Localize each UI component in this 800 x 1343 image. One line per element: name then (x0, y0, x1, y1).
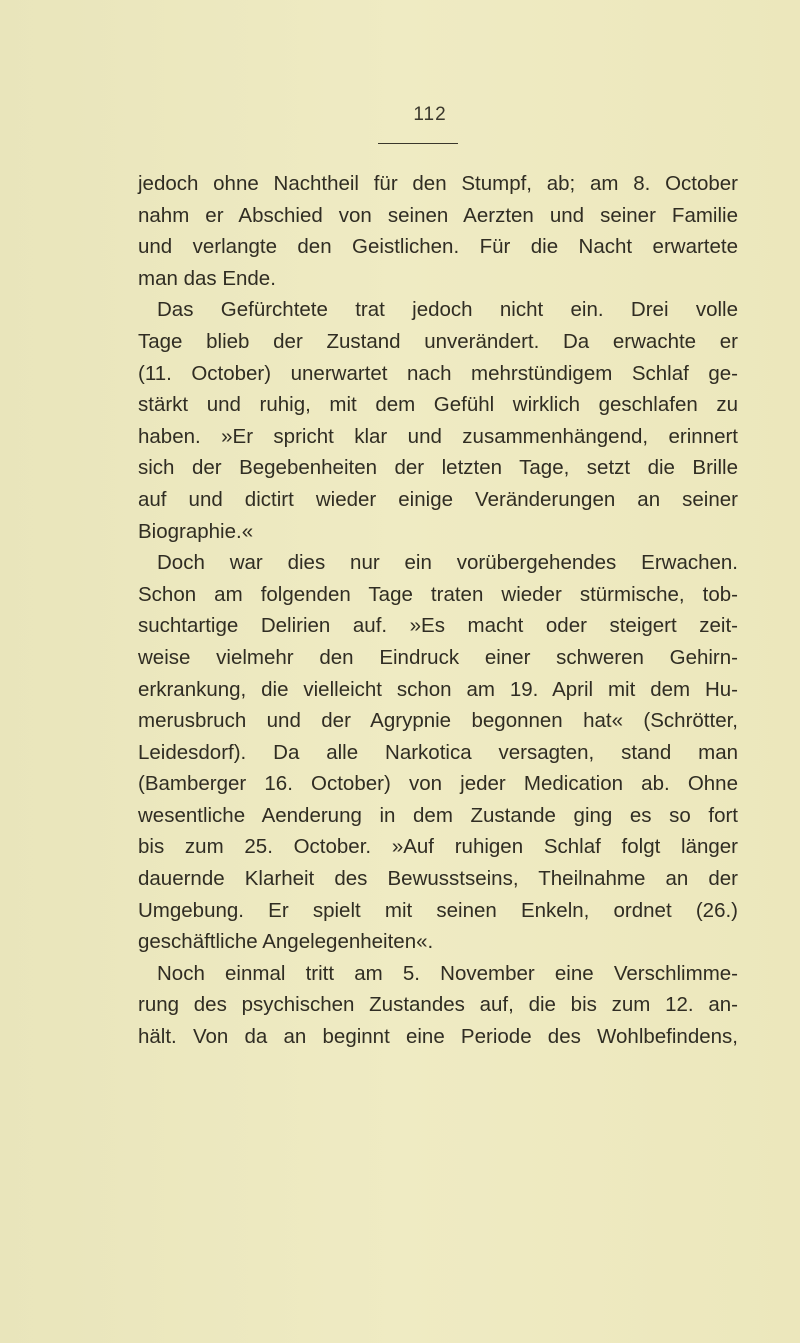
text-line: man das Ende. (138, 266, 276, 290)
text-line: weise vielmehr den Eindruck einer schweren Gehirn- (138, 645, 738, 669)
text-line: sich der Begebenheiten der letzten Tage, setzt die Brille (138, 456, 738, 480)
body-text (138, 168, 738, 1053)
page-number: 112 (413, 104, 447, 125)
text-line: rung des psychischen Zustandes auf, die bis zum 12. an- (138, 993, 738, 1017)
text-line: wesentliche Aenderung in dem Zustande ging es so fort (138, 803, 738, 827)
text-line: nahm er Abschied von seinen Aerzten und seiner Familie (138, 203, 738, 227)
text-line: Biographie.« (138, 519, 254, 543)
text-line: bis zum 25. October. »Auf ruhigen Schlaf folgt länger (138, 835, 738, 859)
text-line: auf und dictirt wieder einige Veränderungen an seiner (138, 487, 738, 511)
text-line: Das Gefürchtete trat jedoch nicht ein. Drei volle (157, 298, 738, 322)
text-line: stärkt und ruhig, mit dem Gefühl wirklich geschlafen zu (138, 393, 738, 417)
text-line: geschäftliche Angelegenheiten«. (138, 930, 434, 954)
text-line: (11. October) unerwartet nach mehrstündigem Schlaf ge- (138, 361, 738, 385)
text-line: merusbruch und der Agrypnie begonnen hat« (Schrötter, (138, 709, 738, 733)
text-line: Noch einmal tritt am 5. November eine Verschlimme- (157, 961, 738, 985)
text-line: und verlangte den Geistlichen. Für die Nacht erwartete (138, 235, 738, 259)
text-line: Leidesdorf). Da alle Narkotica versagten, stand man (138, 740, 738, 764)
text-line: Doch war dies nur ein vorübergehendes Erwachen. (157, 551, 738, 575)
text-line: jedoch ohne Nachtheil für den Stumpf, ab; am 8. October (138, 172, 738, 195)
text-line: dauernde Klarheit des Bewusstseins, Theilnahme an der (138, 867, 738, 891)
header-rule (378, 143, 458, 144)
text-line: Umgebung. Er spielt mit seinen Enkeln, ordnet (26.) (138, 898, 738, 922)
text-line: Tage blieb der Zustand unverändert. Da erwachte er (138, 329, 738, 353)
text-line: haben. »Er spricht klar und zusammenhängend, erinnert (138, 424, 738, 448)
text-line: suchtartige Delirien auf. »Es macht oder steigert zeit- (138, 614, 738, 638)
text-line: hält. Von da an beginnt eine Periode des Wohlbefindens, (138, 1025, 738, 1049)
text-line: erkrankung, die vielleicht schon am 19. April mit dem Hu- (138, 677, 738, 701)
text-line: Schon am folgenden Tage traten wieder stürmische, tob- (138, 582, 738, 606)
text-line: (Bamberger 16. October) von jeder Medication ab. Ohne (138, 772, 738, 796)
